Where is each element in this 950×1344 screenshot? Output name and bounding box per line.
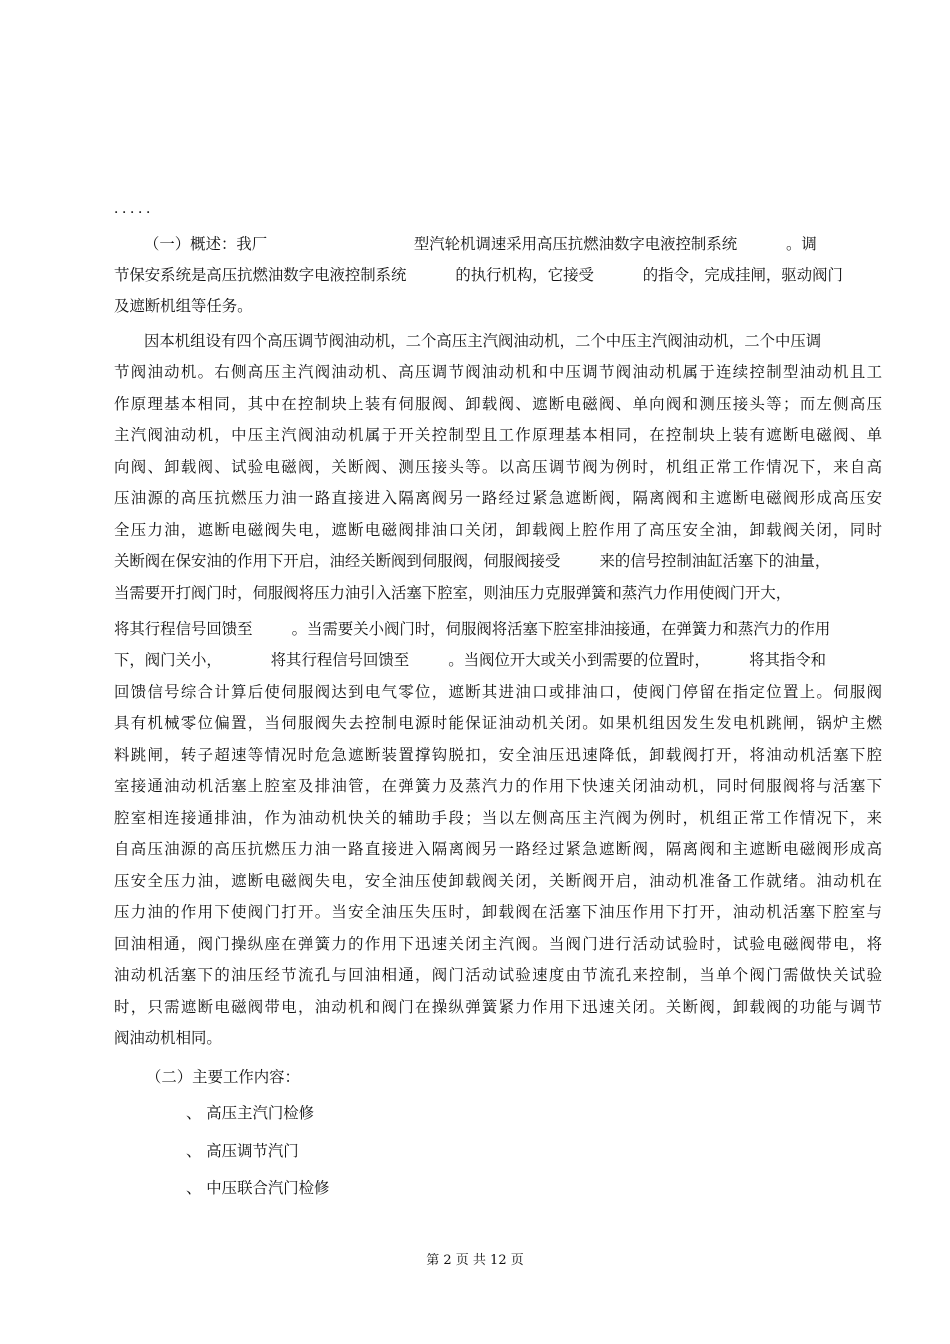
section-heading: ．．．．． bbox=[114, 201, 161, 217]
body-line: 将其行程信号回馈至 。当需要关小阀门时，伺服阀将活塞下腔室排油接通，在弹簧力和蒸汽力的作用 bbox=[114, 620, 831, 638]
body-line: 腔室相连接通排油，作为油动机快关的辅助手段；当以左侧高压主汽阀为例时，机组正常工作情况下，来 bbox=[114, 809, 882, 827]
body-line: 压油源的高压抗燃压力油一路直接进入隔离阀另一路经过紧急遮断阀，隔离阀和主遮断电磁阀形成高压安 bbox=[114, 489, 882, 507]
body-line: 全压力油，遮断电磁阀失电，遮断电磁阀排油口关闭，卸载阀上腔作用了高压安全油，卸载阀关闭，同时 bbox=[114, 521, 882, 539]
body-line: 压安全压力油，遮断电磁阀失电，安全油压使卸载阀关闭，关断阀开启，油动机准备工作就绪。油动机在 bbox=[114, 872, 882, 890]
body-line: 室接通油动机活塞上腔室及排油管，在弹簧力及蒸汽力的作用下快速关闭油动机，同时伺服阀将与活塞下 bbox=[114, 777, 882, 795]
list-item: 、 中压联合汽门检修 bbox=[186, 1179, 330, 1197]
overview-line-3: 及遮断机组等任务。 bbox=[114, 297, 253, 315]
body-line: 压力油的作用下使阀门打开。当安全油压失压时，卸载阀在活塞下油压作用下打开，油动机活塞下腔室与 bbox=[114, 903, 882, 921]
body-line: 料跳闸，转子超速等情况时危急遮断装置撑钩脱扣，安全油压迅速降低，卸载阀打开，将油动机活塞下腔 bbox=[114, 746, 882, 764]
body-line: 因本机组设有四个高压调节阀油动机，二个高压主汽阀油动机，二个中压主汽阀油动机，二个中压调 bbox=[144, 332, 822, 350]
body-line: 自高压油源的高压抗燃压力油一路直接进入隔离阀另一路经过紧急遮断阀，隔离阀和主遮断电磁阀形成高 bbox=[114, 840, 882, 858]
body-line: 具有机械零位偏置，当伺服阀失去控制电源时能保证油动机关闭。如果机组因发生发电机跳闸，锅炉主燃 bbox=[114, 714, 882, 732]
list-item: 、 高压主汽门检修 bbox=[186, 1104, 315, 1122]
body-line: 回油相通，阀门操纵座在弹簧力的作用下迅速关闭主汽阀。当阀门进行活动试验时，试验电磁阀带电，将 bbox=[114, 935, 882, 953]
section-2-title: （二）主要工作内容： bbox=[146, 1068, 300, 1086]
body-line: 阀油动机相同。 bbox=[114, 1029, 222, 1047]
body-line: 时，只需遮断电磁阀带电，油动机和阀门在操纵弹簧紧力作用下迅速关闭。关断阀，卸载阀的功能与调节 bbox=[114, 998, 882, 1016]
body-line: 下，阀门关小， 将其行程信号回馈至 。当阀位开大或关小到需要的位置时， 将其指令和 bbox=[114, 651, 827, 669]
overview-line-2: 节保安系统是高压抗燃油数字电液控制系统 的执行机构，它接受 的指令，完成挂闸，驱动阀门 bbox=[114, 266, 843, 284]
body-line: 作原理基本相同，其中在控制块上装有伺服阀、卸载阀、遮断电磁阀、单向阀和测压接头等；而左侧高压 bbox=[114, 395, 882, 413]
page-footer: 第 2 页 共 12 页 bbox=[426, 1253, 524, 1268]
list-item: 、 高压调节汽门 bbox=[186, 1142, 299, 1160]
body-line: 当需要开打阀门时，伺服阀将压力油引入活塞下腔室，则油压力克服弹簧和蒸汽力作用使阀门开大， bbox=[114, 584, 792, 602]
body-line: 主汽阀油动机，中压主汽阀油动机属于开关控制型且工作原理基本相同，在控制块上装有遮断电磁阀、单 bbox=[114, 426, 882, 444]
overview-line-1: （一）概述：我厂 型汽轮机调速采用高压抗燃油数字电液控制系统 。调 bbox=[144, 235, 817, 253]
body-line: 节阀油动机。右侧高压主汽阀油动机、高压调节阀油动机和中压调节阀油动机属于连续控制型油动机且工 bbox=[114, 363, 882, 381]
body-line: 油动机活塞下的油压经节流孔与回油相通，阀门活动试验速度由节流孔来控制，当单个阀门需做快关试验 bbox=[114, 966, 882, 984]
body-line: 回馈信号综合计算后使伺服阀达到电气零位，遮断其进油口或排油口，使阀门停留在指定位置上。伺服阀 bbox=[114, 683, 882, 701]
body-line: 关断阀在保安油的作用下开启，油经关断阀到伺服阀，伺服阀接受 来的信号控制油缸活塞下的油量， bbox=[114, 552, 831, 570]
body-line: 向阀、卸载阀、试验电磁阀，关断阀、测压接头等。以高压调节阀为例时，机组正常工作情况下，来自高 bbox=[114, 458, 882, 476]
